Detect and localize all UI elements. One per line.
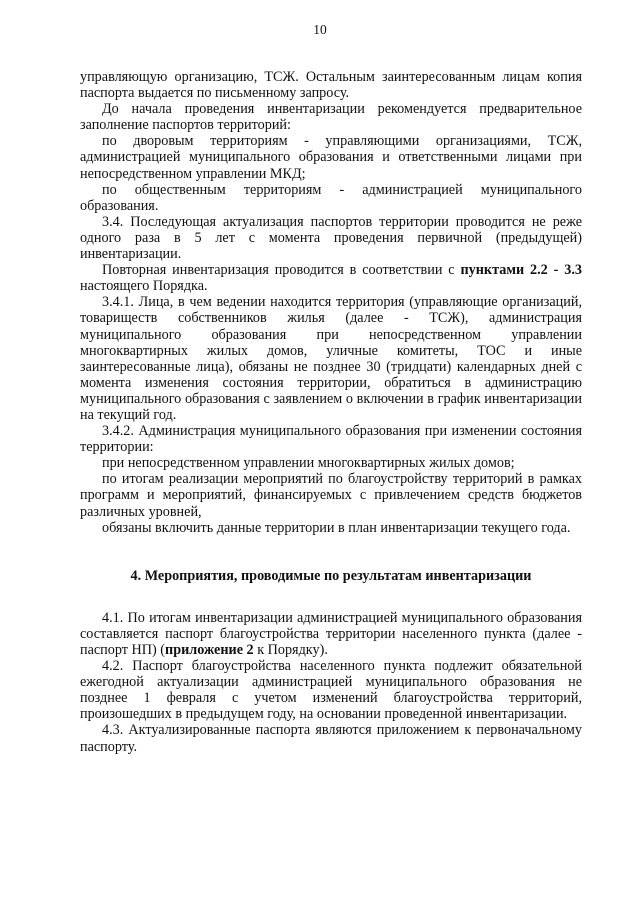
paragraph-yard-territories: по дворовым территориям - управляющими организациями, ТСЖ, администрацией муниципального образования и ответственными лицами при непосредственном управлении МКД; (80, 133, 582, 182)
section-4-heading: 4. Мероприятия, проводимые по результатам инвентаризации (130, 567, 532, 584)
paragraph-4-3: 4.3. Актуализированные паспорта являются приложением к первоначальному паспорту. (80, 722, 582, 755)
document-body (80, 69, 582, 755)
paragraph-include-in-plan: обязаны включить данные территории в план инвентаризации текущего года. (102, 519, 571, 536)
paragraph-improvement-results: по итогам реализации мероприятий по благоустройству территорий в рамках программ и мероприятий, финансируемых с привлечением средств бюджетов различных уровней, (80, 471, 582, 520)
paragraph-3-4: 3.4. Последующая актуализация паспортов территории проводится не реже одного раза в 5 лет с момента проведения первичной (предыдущей) инвентаризации. (80, 213, 582, 263)
repeat-inventory-bold-reference: пунктами 2.2 - 3.3 (460, 262, 582, 279)
paragraph-continuation: управляющую организацию, ТСЖ. Остальным заинтересованным лицам копия паспорта выдается по письменному запросу. (80, 69, 582, 102)
paragraph-4-1-bold-appendix: приложение 2 (165, 642, 254, 658)
paragraph-3-4-2: 3.4.2. Администрация муниципального образования при изменении состояния территории: (80, 423, 582, 456)
paragraph-3-4-1: 3.4.1. Лица, в чем ведении находится территория (управляющие организаций, товариществ собственников жилья (далее - ТСЖ), администрация муниципального образования при непосредственном управлении многоквартирных жилых домов, уличные комитеты, ТОС и иные заинтересованные лица), обязаны не позднее 30 (тридцати) календарных дней с момента изменения состояния территории, обратиться в администрацию муниципального образования с заявлением о включении в график инвентаризации на текущий год. (80, 294, 582, 423)
paragraph-preliminary-filling: До начала проведения инвентаризации рекомендуется предварительное заполнение паспортов территорий: (80, 101, 582, 134)
paragraph-4-1-text-end: к Порядку). (253, 642, 328, 658)
paragraph-direct-management: при непосредственном управлении многоквартирных жилых домов; (102, 455, 515, 472)
paragraph-4-1-text-start: 4.1. По итогам инвентаризации администрацией муниципального образования составляется паспорт благоустройства территории населенного пункта (далее - паспорт НП) ( (80, 609, 582, 658)
paragraph-4-2: 4.2. Паспорт благоустройства населенного пункта подлежит обязательной ежегодной актуализации администрацией муниципального образования не позднее 1 февраля с учетом изменений благоустройства территорий, произошедших в предыдущем году, на основании проведенной инвентаризации. (80, 658, 582, 723)
page-number: 10 (313, 22, 327, 37)
paragraph-4-1 (80, 610, 582, 658)
repeat-inventory-text-end: настоящего Порядка. (80, 278, 208, 295)
paragraph-public-territories: по общественным территориям - администрацией муниципального образования. (80, 181, 582, 214)
repeat-inventory-text-start: Повторная инвентаризация проводится в соответствии с (102, 262, 461, 279)
paragraph-repeat-inventory (80, 262, 582, 294)
